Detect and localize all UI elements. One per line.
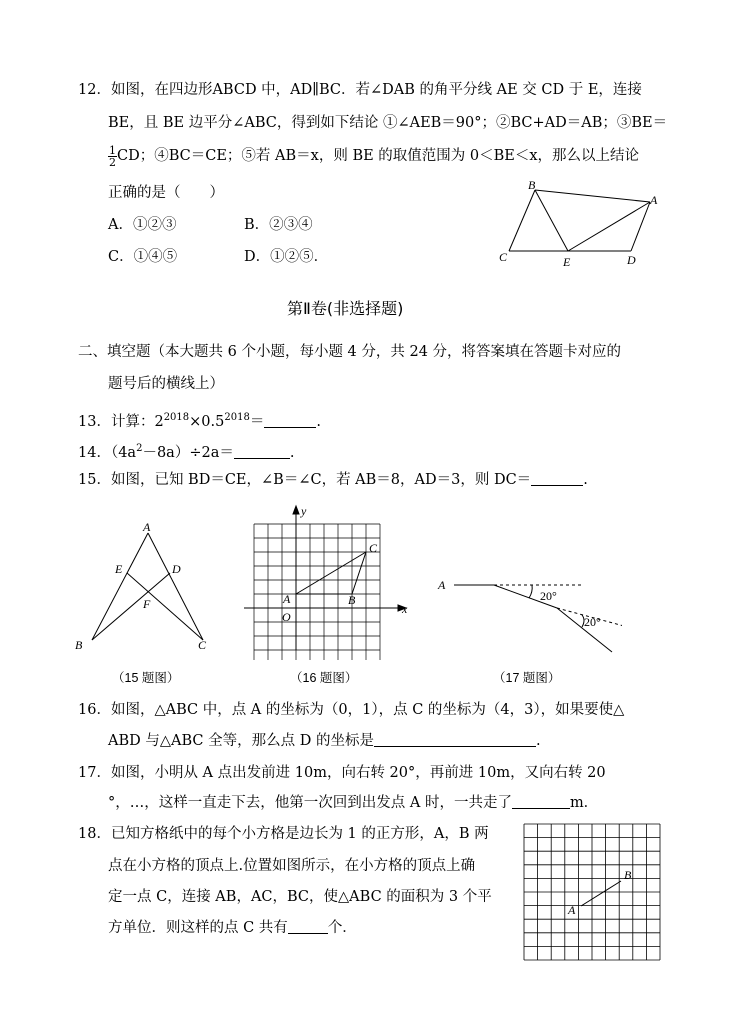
q14-answer-blank[interactable] (234, 444, 290, 459)
q14-prefix: 14．（4a (78, 444, 137, 461)
q13-end: . (316, 413, 321, 430)
segment-AB (535, 190, 650, 202)
fraction-one-half (108, 145, 117, 168)
grid-lines (254, 524, 380, 660)
q12-line3: CD；④BC＝CE；⑤若 AB＝x，则 BE 的取值范围为 0＜BE＜x，那么以上结论 (117, 148, 640, 164)
label-C: C (369, 541, 378, 555)
q12-option-c[interactable]: C．①④⑤ (108, 249, 178, 265)
fig16-grid (240, 500, 415, 660)
q16-line2: ABD 与△ABC 全等，那么点 D 的坐标是 (108, 733, 374, 749)
q13-exp2: 2018 (224, 412, 250, 423)
q13-suffix: ＝ (249, 413, 265, 430)
label-x: x (402, 602, 408, 616)
label-A: A (568, 903, 576, 917)
fig17-path (432, 570, 622, 660)
label-B: B (75, 638, 83, 652)
q15-answer-blank[interactable] (531, 471, 583, 486)
q18-line4-wrap (108, 918, 357, 938)
q13-exp1: 2018 (163, 412, 190, 423)
angle-label-2: 20° (584, 615, 601, 629)
q12-option-a[interactable]: A．①②③ (108, 217, 177, 233)
segment-AB (92, 533, 148, 640)
segment-BE (535, 190, 568, 251)
label-A: A (143, 520, 151, 534)
q12-line3-wrap (108, 144, 639, 168)
q16-line1: 16．如图，△ABC 中，点 A 的坐标为（0，1），点 C 的坐标为（4，3），如果要使△ (78, 702, 625, 718)
q17-line2: °，…，这样一直走下去，他第一次回到出发点 A 时，一共走了 (108, 795, 512, 811)
fraction-denominator: 2 (109, 155, 116, 169)
grid-lines (524, 824, 660, 960)
q15-text: 15．如图，已知 BD＝CE，∠B＝∠C，若 AB＝8，AD＝3，则 DC＝ (78, 472, 532, 488)
q14-end: . (289, 444, 295, 461)
q12-line4: 正确的是（ ） (108, 185, 224, 201)
q14 (78, 439, 294, 463)
q15-end: . (583, 472, 588, 488)
segment-CE (127, 573, 203, 640)
q13-answer-blank[interactable] (264, 413, 316, 428)
q13-prefix: 13．计算：2 (78, 413, 164, 430)
segment-AC (296, 552, 366, 594)
label-B: B (348, 593, 356, 607)
section-intro-line2: 题号后的横线上） (108, 376, 224, 392)
q16-answer-blank[interactable] (374, 732, 536, 747)
label-D: D (627, 253, 636, 267)
segment-AC (148, 533, 203, 640)
label-E: E (563, 255, 571, 269)
q18-line1: 18．已知方格纸中的每个小方格是边长为 1 的正方形，A，B 两 (78, 826, 489, 842)
segment-BD (92, 573, 170, 640)
fig17-caption: （17 题图） (493, 671, 561, 685)
fig16-caption: （16 题图） (290, 671, 358, 685)
q18-grid-figure (522, 822, 662, 962)
segment-DA (631, 202, 650, 251)
fig15-triangle (70, 518, 220, 658)
q18-line4: 方单位．则这样的点 C 共有 (108, 920, 288, 936)
segment-BC (509, 190, 535, 251)
q18-line3: 定一点 C，连接 AB，AC，BC，使△ABC 的面积为 3 个平 (108, 889, 492, 905)
label-B: B (528, 178, 536, 192)
q12-line1: 12．如图，在四边形ABCD 中，AD∥BC．若∠DAB 的角平分线 AE 交 CD 于 E，连接 (78, 82, 642, 98)
q16-line2-wrap (108, 731, 541, 751)
q15 (78, 470, 588, 490)
label-C: C (198, 638, 207, 652)
label-C: C (499, 250, 508, 264)
label-D: D (172, 562, 181, 576)
segment-AB (581, 881, 621, 906)
section-title: 第Ⅱ卷(非选择题) (287, 299, 404, 318)
angle-label-1: 20° (540, 589, 557, 603)
label-A: A (283, 592, 291, 606)
label-A: A (650, 193, 658, 207)
q14-exp: 2 (136, 443, 143, 454)
section-intro-line1: 二、填空题（本大题共 6 个小题，每小题 4 分，共 24 分，将答案填在答题卡对应的 (78, 344, 622, 360)
q13-mid: ×0.5 (189, 413, 225, 430)
label-F: F (143, 597, 151, 611)
y-axis-arrow (293, 506, 299, 514)
q12-line2: BE，且 BE 边平分∠ABC，得到如下结论 ①∠AEB＝90°；②BC+AD＝AB；③BE＝ (108, 115, 668, 131)
q17-unit: m． (569, 795, 599, 811)
angle-arc-1 (529, 585, 532, 598)
q14-rest: －8a）÷2a＝ (142, 444, 234, 461)
q16-end: . (535, 733, 541, 749)
label-y: y (301, 504, 307, 518)
q13 (78, 408, 321, 432)
q18-answer-blank[interactable] (288, 919, 328, 934)
segment-BC (352, 552, 366, 594)
segment-AE (568, 202, 650, 251)
fig15-caption: （15 题图） (112, 671, 180, 685)
q18-end: 个． (327, 920, 357, 936)
label-O: O (282, 610, 291, 624)
q12-figure (495, 178, 665, 270)
q18-line2: 点在小方格的顶点上.位置如图所示，在小方格的顶点上确 (108, 858, 476, 874)
q17-line1: 17．如图，小明从 A 点出发前进 10m，向右转 20°，再前进 10m，又向右转 20 (78, 765, 606, 781)
q12-option-b[interactable]: B．②③④ (244, 217, 313, 233)
label-A: A (438, 578, 446, 592)
q17-line2-wrap (108, 793, 598, 813)
label-E: E (115, 562, 123, 576)
q17-answer-blank[interactable] (512, 794, 570, 809)
fraction-numerator: 1 (109, 143, 116, 157)
q12-option-d[interactable]: D．①②⑤． (244, 249, 329, 265)
label-B: B (624, 868, 632, 882)
